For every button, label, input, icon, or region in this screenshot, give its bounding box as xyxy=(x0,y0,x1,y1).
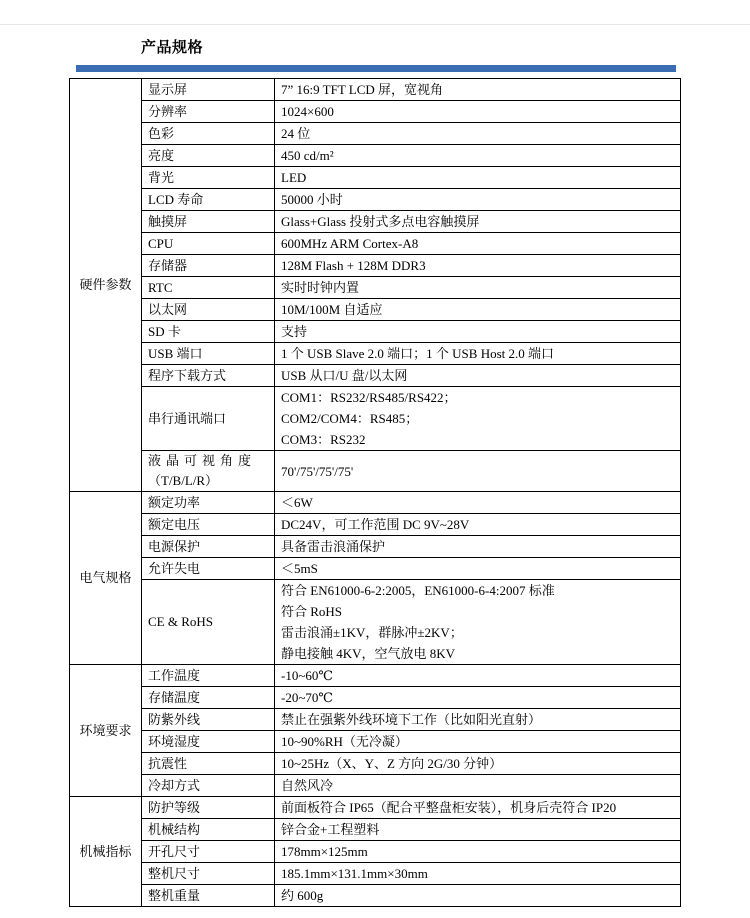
spec-label xyxy=(142,753,275,775)
spec-value-line: 雷击浪涌±1KV，群脉冲±2KV； xyxy=(281,625,463,640)
spec-label xyxy=(142,145,275,167)
table-row xyxy=(70,451,681,492)
spec-value-line: -10~60℃ xyxy=(281,668,333,683)
table-row xyxy=(70,145,681,167)
spec-value xyxy=(275,387,681,451)
spec-label-text: 允许失电 xyxy=(148,560,201,576)
spec-label xyxy=(142,687,275,709)
spec-value xyxy=(275,863,681,885)
spec-value xyxy=(275,709,681,731)
spec-value-line: 24 位 xyxy=(281,126,311,141)
spec-value-line: Glass+Glass 投射式多点电容触摸屏 xyxy=(281,214,480,229)
spec-value-line: ＜6W xyxy=(281,495,313,510)
spec-label xyxy=(142,167,275,189)
spec-label-text: 开孔尺寸 xyxy=(148,843,201,859)
table-row xyxy=(70,277,681,299)
spec-value-line: 锌合金+工程塑料 xyxy=(281,822,380,837)
spec-label-text: 以太网 xyxy=(148,301,188,317)
spec-value-line: USB 从口/U 盘/以太网 xyxy=(281,368,408,383)
spec-value-line: 185.1mm×131.1mm×30mm xyxy=(281,866,428,881)
spec-value-line: DC24V，可工作范围 DC 9V~28V xyxy=(281,517,470,532)
spec-label xyxy=(142,277,275,299)
table-row xyxy=(70,101,681,123)
spec-value xyxy=(275,255,681,277)
table-row xyxy=(70,321,681,343)
spec-value xyxy=(275,753,681,775)
spec-value xyxy=(275,819,681,841)
spec-value-line: 450 cd/m² xyxy=(281,148,334,163)
spec-value xyxy=(275,123,681,145)
spec-label xyxy=(142,775,275,797)
spec-value-line: 实时时钟内置 xyxy=(281,280,360,295)
section-category: 电气规格 xyxy=(70,492,142,665)
spec-label xyxy=(142,558,275,580)
spec-label xyxy=(142,299,275,321)
spec-value-line: 约 600g xyxy=(281,888,324,903)
table-row xyxy=(70,492,681,514)
spec-value-line: 10M/100M 自适应 xyxy=(281,302,383,317)
spec-label-text: 工作温度 xyxy=(148,667,201,683)
spec-label-text: 防紫外线 xyxy=(148,711,201,727)
spec-label xyxy=(142,255,275,277)
spec-label xyxy=(142,387,275,451)
spec-label xyxy=(142,514,275,536)
spec-label xyxy=(142,863,275,885)
table-row xyxy=(70,797,681,819)
spec-label-text: 串行通讯端口 xyxy=(148,410,227,426)
spec-label-text: 整机尺寸 xyxy=(148,865,201,881)
spec-value-line: -20~70℃ xyxy=(281,690,333,705)
spec-value xyxy=(275,797,681,819)
spec-value-line: 符合 RoHS xyxy=(281,604,343,619)
page-title: 产品规格 xyxy=(141,38,204,56)
spec-label-text: 防护等级 xyxy=(148,799,201,815)
spec-label-text: 额定功率 xyxy=(148,494,201,510)
spec-table xyxy=(69,78,681,907)
spec-label xyxy=(142,580,275,665)
spec-value-line: 具备雷击浪涌保护 xyxy=(281,539,386,554)
spec-value xyxy=(275,841,681,863)
spec-label xyxy=(142,451,275,492)
spec-label-text: 触摸屏 xyxy=(148,213,188,229)
spec-label xyxy=(142,211,275,233)
spec-value xyxy=(275,687,681,709)
spec-label-text: 冷却方式 xyxy=(148,777,201,793)
spec-value-line: 禁止在强紫外线环境下工作（比如阳光直射） xyxy=(281,712,542,727)
spec-value xyxy=(275,299,681,321)
spec-value xyxy=(275,321,681,343)
spec-value xyxy=(275,343,681,365)
spec-value-line: 符合 EN61000-6-2:2005，EN61000-6-4:2007 标准 xyxy=(281,583,555,598)
table-row xyxy=(70,753,681,775)
spec-label-text: SD 卡 xyxy=(148,323,181,339)
spec-value xyxy=(275,665,681,687)
spec-label-text: （T/B/L/R） xyxy=(148,473,219,488)
spec-value-line: 10~90%RH（无冷凝） xyxy=(281,734,408,749)
table-row xyxy=(70,863,681,885)
table-row xyxy=(70,580,681,665)
table-row xyxy=(70,841,681,863)
spec-label xyxy=(142,492,275,514)
spec-value-line: 1 个 USB Slave 2.0 端口；1 个 USB Host 2.0 端口 xyxy=(281,346,555,361)
table-row xyxy=(70,299,681,321)
spec-label-text: CPU xyxy=(148,235,174,251)
table-row xyxy=(70,819,681,841)
spec-label-text: 存储温度 xyxy=(148,689,201,705)
spec-label xyxy=(142,189,275,211)
table-row xyxy=(70,687,681,709)
spec-value xyxy=(275,189,681,211)
spec-value xyxy=(275,211,681,233)
table-row xyxy=(70,665,681,687)
spec-label-text: 机械结构 xyxy=(148,821,201,837)
spec-label xyxy=(142,343,275,365)
spec-label-text: 电源保护 xyxy=(148,538,201,554)
spec-value-line: COM3：RS232 xyxy=(281,432,366,447)
table-row xyxy=(70,558,681,580)
top-rule xyxy=(0,24,750,25)
spec-label-text: 液晶可视角度 xyxy=(148,453,257,468)
spec-value-line: LED xyxy=(281,170,307,185)
table-row xyxy=(70,709,681,731)
table-row xyxy=(70,343,681,365)
spec-value-line: COM2/COM4：RS485； xyxy=(281,411,419,426)
spec-label xyxy=(142,731,275,753)
spec-value-line: 70'/75'/75'/75' xyxy=(281,463,354,479)
spec-value xyxy=(275,580,681,665)
table-row xyxy=(70,885,681,907)
spec-value xyxy=(275,731,681,753)
table-row xyxy=(70,536,681,558)
spec-label xyxy=(142,665,275,687)
spec-label-text: 色彩 xyxy=(148,125,175,141)
section-category: 环境要求 xyxy=(70,665,142,797)
spec-label xyxy=(142,365,275,387)
spec-label-text: 亮度 xyxy=(148,147,175,163)
spec-value-line: 支持 xyxy=(281,324,308,339)
spec-value-line: 50000 小时 xyxy=(281,192,343,207)
spec-value xyxy=(275,101,681,123)
spec-label xyxy=(142,233,275,255)
spec-label-text: 环境湿度 xyxy=(148,733,201,749)
spec-value-line: 10~25Hz（X、Y、Z 方向 2G/30 分钟） xyxy=(281,756,503,771)
spec-value-line: 178mm×125mm xyxy=(281,844,368,859)
spec-value xyxy=(275,514,681,536)
spec-label xyxy=(142,79,275,101)
table-row xyxy=(70,255,681,277)
spec-label-text: 程序下载方式 xyxy=(148,367,227,383)
title-bar xyxy=(76,65,676,72)
spec-value xyxy=(275,145,681,167)
spec-label-text: LCD 寿命 xyxy=(148,191,204,207)
spec-label-text: 整机重量 xyxy=(148,887,201,903)
spec-value xyxy=(275,79,681,101)
spec-value xyxy=(275,277,681,299)
table-row xyxy=(70,167,681,189)
spec-value-line: 静电接触 4KV，空气放电 8KV xyxy=(281,646,456,661)
spec-value-line: COM1：RS232/RS485/RS422； xyxy=(281,390,457,405)
section-category: 机械指标 xyxy=(70,797,142,907)
table-row xyxy=(70,387,681,451)
spec-value-line: 128M Flash + 128M DDR3 xyxy=(281,258,426,273)
spec-label xyxy=(142,321,275,343)
spec-value xyxy=(275,365,681,387)
table-row xyxy=(70,211,681,233)
spec-value xyxy=(275,885,681,907)
spec-value-line: 1024×600 xyxy=(281,104,334,119)
spec-label xyxy=(142,885,275,907)
spec-label-text: 显示屏 xyxy=(148,81,188,97)
spec-label xyxy=(142,123,275,145)
spec-value xyxy=(275,536,681,558)
table-row xyxy=(70,123,681,145)
spec-label xyxy=(142,819,275,841)
spec-label xyxy=(142,536,275,558)
section-category: 硬件参数 xyxy=(70,79,142,492)
spec-value xyxy=(275,558,681,580)
table-row xyxy=(70,365,681,387)
spec-label-text: 存储器 xyxy=(148,257,188,273)
spec-label-text: USB 端口 xyxy=(148,345,203,361)
spec-label xyxy=(142,841,275,863)
table-row xyxy=(70,731,681,753)
spec-value xyxy=(275,492,681,514)
spec-value-line: 前面板符合 IP65（配合平整盘柜安装），机身后壳符合 IP20 xyxy=(281,800,617,815)
spec-value-line: 7” 16:9 TFT LCD 屏，宽视角 xyxy=(281,82,444,97)
table-row xyxy=(70,233,681,255)
spec-label xyxy=(142,709,275,731)
table-row xyxy=(70,775,681,797)
table-row xyxy=(70,514,681,536)
spec-label-text: 背光 xyxy=(148,169,175,185)
spec-label-text: 分辨率 xyxy=(148,103,188,119)
table-row xyxy=(70,79,681,101)
spec-label-text: RTC xyxy=(148,279,173,295)
spec-value xyxy=(275,233,681,255)
spec-value xyxy=(275,167,681,189)
spec-value xyxy=(275,775,681,797)
spec-label xyxy=(142,797,275,819)
spec-label-text: 额定电压 xyxy=(148,516,201,532)
table-row xyxy=(70,189,681,211)
spec-value xyxy=(275,451,681,492)
spec-value-line: 600MHz ARM Cortex-A8 xyxy=(281,236,419,251)
spec-label-text: 抗震性 xyxy=(148,755,188,771)
spec-value-line: 自然风冷 xyxy=(281,778,334,793)
spec-value-line: ＜5mS xyxy=(281,561,318,576)
spec-label xyxy=(142,101,275,123)
spec-label-text: CE & RoHS xyxy=(148,614,214,629)
